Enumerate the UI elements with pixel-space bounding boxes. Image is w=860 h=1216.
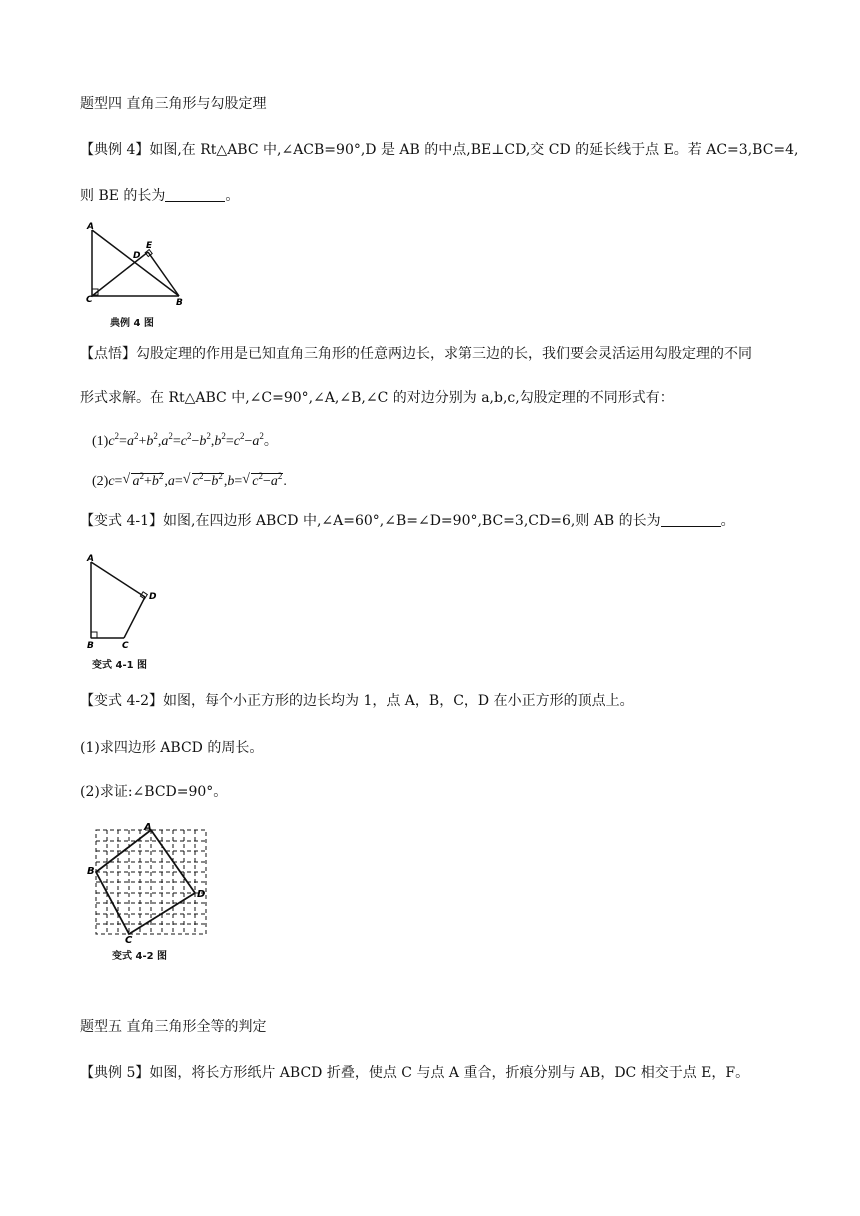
insight-line1: 【点悟】勾股定理的作用是已知直角三角形的任意两边长，求第三边的长，我们要会灵活运用勾股定理的不同 [80, 346, 752, 362]
variant42-q2: (2)求证:∠BCD=90°。 [80, 784, 228, 800]
variant41-figure [84, 550, 174, 658]
label-a: A [87, 222, 94, 232]
example5-line1: 【典例 5】如图，将长方形纸片 ABCD 折叠，使点 C 与点 A 重合，折痕分别与 AB，DC 相交于点 E，F。 [80, 1065, 750, 1081]
answer-blank [661, 512, 721, 527]
example4-line2: 则 BE 的长为 。 [80, 188, 240, 204]
insight-line2: 形式求解。在 Rt△ABC 中,∠C=90°,∠A,∠B,∠C 的对边分别为 a,b,c,勾股定理的不同形式有： [80, 390, 674, 406]
example4-caption: 典例 4 图 [110, 318, 154, 329]
label-a: A [144, 822, 152, 833]
variant42-figure [84, 820, 214, 948]
section5-heading: 题型五 直角三角形全等的判定 [80, 1019, 267, 1035]
example4-question: 则 BE 的长为 [80, 188, 166, 204]
variant41-question: 【变式 4-1】如图,在四边形 ABCD 中,∠A=60°,∠B=∠D=90°,BC=3,CD=6,则 AB 的长为 [80, 513, 661, 529]
label-a: A [87, 554, 94, 564]
section4-heading: 题型四 直角三角形与勾股定理 [80, 96, 267, 112]
variant42-q1: (1)求四边形 ABCD 的周长。 [80, 740, 264, 756]
label-c: C [122, 641, 129, 651]
variant41-line: 【变式 4-1】如图,在四边形 ABCD 中,∠A=60°,∠B=∠D=90°,BC=3,CD=6,则 AB 的长为 。 [80, 513, 735, 529]
example4-line1: 【典例 4】如图,在 Rt△ABC 中,∠ACB=90°,D 是 AB 的中点,BE⊥CD,交 CD 的延长线于点 E。若 AC=3,BC=4, [80, 142, 799, 158]
formula-2: (2)c=√ $a^2+b^2,a=√$ $c^2-b^2,b=√$ $c^2-a^2$. [92, 472, 287, 492]
label-c: C [125, 935, 133, 944]
example4-figure [84, 218, 194, 314]
label-c: C [86, 295, 93, 305]
answer-blank [165, 187, 225, 202]
label-d: D [149, 592, 157, 602]
variant41-caption: 变式 4-1 图 [92, 660, 148, 671]
label-b: B [87, 641, 94, 651]
variant42-line1: 【变式 4-2】如图，每个小正方形的边长均为 1，点 A，B，C，D 在小正方形的顶点上。 [80, 693, 634, 709]
label-d: D [197, 889, 206, 900]
formula-1: $(1)c^2=a^2+b^2,a^2=c^2-b^2,b^2=c^2-a^2$。 [92, 431, 278, 449]
label-b: B [176, 298, 183, 308]
variant42-caption: 变式 4-2 图 [112, 951, 168, 962]
label-b: B [87, 866, 95, 877]
label-e: E [146, 241, 153, 251]
label-d: D [133, 251, 141, 261]
